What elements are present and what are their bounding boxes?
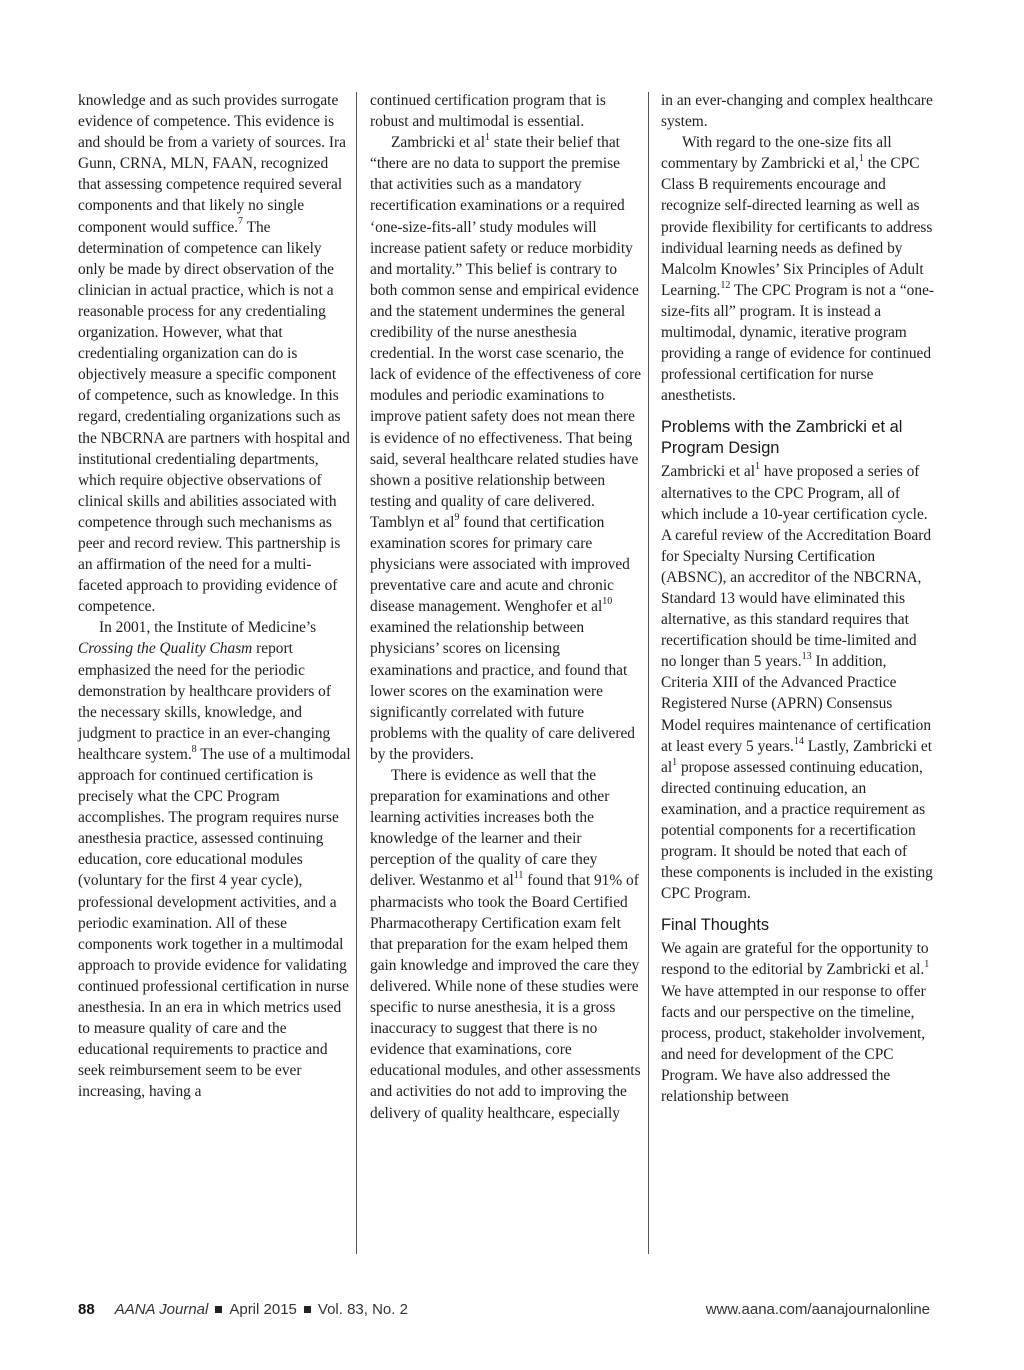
footer-website[interactable]: www.aana.com/aanajournalonline bbox=[705, 1301, 930, 1318]
reference-superscript: 12 bbox=[720, 279, 731, 291]
reference-superscript: 1 bbox=[485, 132, 491, 144]
square-bullet-icon bbox=[304, 1306, 311, 1313]
section-heading: Problems with the Zambricki et al Program Design bbox=[661, 418, 903, 458]
section-heading: Final Thoughts bbox=[661, 916, 770, 935]
volume-info: Vol. 83, No. 2 bbox=[317, 1301, 408, 1318]
paragraph: in an ever-changing and complex healthcare system. bbox=[661, 92, 933, 131]
column-3 bbox=[661, 90, 935, 1107]
reference-superscript: 13 bbox=[801, 651, 812, 663]
reference-superscript: 7 bbox=[238, 216, 244, 228]
reference-superscript: 10 bbox=[602, 596, 613, 608]
reference-superscript: 11 bbox=[513, 870, 524, 882]
reference-superscript: 1 bbox=[924, 959, 930, 971]
journal-name: AANA Journal bbox=[114, 1301, 209, 1318]
column-1 bbox=[78, 90, 352, 1103]
issue-date: April 2015 bbox=[229, 1301, 297, 1318]
paragraph: With regard to the one-size fits all commentary by Zambricki et al,$^1$ the CPC Class B requirements encourage and recognize self-directed learning as well as provide flexibility for certificants to address individual learning needs as defined by Malcolm Knowles’ Six Principles of Adult Learning.$^{12}$ The CPC Program is not a “one-size-fits all” program. It is instead a multimodal, dynamic, iterative program providing a range of evidence for continued professional certification for nurse anesthetists. bbox=[661, 134, 935, 405]
paragraph: knowledge and as such provides surrogate evidence of competence. This evidence is and should be from a variety of sources. Ira Gunn, CRNA, MLN, FAAN, recognized that assessing competence required several components and that likely no single component would suffice.$^7$ The determination of competence can likely only be made by direct observation of the clinician in actual practice, which is not a reasonable process for any credentialing organization. However, what that credentialing organization can do is objectively measure a specific component of competence, such as knowledge. In this regard, credentialing organizations such as the NBCRNA are partners with hospital and institutional credentialing departments, which require objective observations of clinical skills and abilities associated with competence through such mechanisms as peer and record review. This partnership is an affirmation of the need for a multi-faceted approach to providing evidence of competence. bbox=[78, 92, 350, 616]
paragraph: Zambricki et $al^1$ state their belief that “there are no data to support the premise that activities such as a mandatory recertification examinations or a required ‘one-size-fits-all’ study modules will increase patient safety or reduce morbidity and mortality.” This belief is contrary to both common sense and empirical evidence and the statement undermines the general credibility of the nurse anesthesia credential. In the worst case scenario, the lack of evidence of the effectiveness of core modules and periodic examinations to improve patient safety does not mean there is evidence of no effectiveness. That being said, several healthcare related studies have shown a positive relationship between testing and quality of care delivered. Tamblyn et $al^9$ found that certification examination scores for primary care physicians were associated with improved preventative care and acute and chronic disease management. Wenghofer et $al^{10}$ examined the relationship between physicians’ scores on licensing examinations and practice, and found that lower scores on the examination were significantly correlated with future problems with the quality of care delivered by the providers. bbox=[370, 132, 642, 763]
square-bullet-icon bbox=[215, 1306, 222, 1313]
paragraph: continued certification program that is robust and multimodal is essential. bbox=[370, 92, 606, 131]
paragraph: We again are grateful for the opportunity to respond to the editorial by Zambricki et al.$^1$ We have attempted in our response to offer facts and our perspective on the timeline, process, product, stakeholder involvement, and need for development of the CPC Program. We have also addressed the relationship between bbox=[661, 940, 930, 1106]
reference-superscript: 8 bbox=[191, 743, 197, 755]
paragraph: Zambricki et $al^1$ have proposed a series of alternatives to the CPC Program, all of which include a 10-year certification cycle. A careful review of the Accreditation Board for Specialty Nursing Certification (ABSNC), an accreditor of the NBCRNA, Standard 13 would have eliminated this alternative, as this standard requires that recertification should be time-limited and no longer than 5 years.$^{13}$ In addition, Criteria XIII of the Advanced Practice Registered Nurse (APRN) Consensus Model requires maintenance of certification at least every 5 years.$^{14}$ Lastly, Zambricki et $al^1$ propose assessed continuing education, directed continuing education, an examination, and a practice requirement as potential components for a recertification program. It should be noted that each of these components is included in the existing CPC Program. bbox=[661, 461, 933, 903]
column-divider bbox=[356, 92, 357, 1254]
reference-superscript: 1 bbox=[858, 153, 864, 165]
page-number: 88 bbox=[78, 1301, 95, 1318]
paragraph: There is evidence as well that the preparation for examinations and other learning activities increases both the knowledge of the learner and their perception of the quality of care they deliver. Westanmo et $al^{11}$ found that 91% of pharmacists who took the Board Certified Pharmacotherapy Certification exam felt that preparation for the exam helped them gain knowledge and improved the care they delivered. While none of these studies were specific to nurse anesthesia, it is a gross inaccuracy to suggest that there is no evidence that examinations, core educational modules, and other assessments and activities do not add to improving the delivery of quality healthcare, especially bbox=[370, 767, 641, 1122]
footer-citation bbox=[78, 1301, 408, 1318]
italic-title: Crossing the Quality Chasm bbox=[78, 640, 253, 658]
column-2 bbox=[370, 90, 644, 1124]
reference-superscript: 1 bbox=[755, 461, 761, 473]
paragraph: In 2001, the Institute of Medicine’s Crossing the Quality Chasm report emphasized the need for the periodic demonstration by healthcare providers of the necessary skills, knowledge, and judgment to practice in an ever-changing healthcare system.$^8$ The use of a multimodal approach for continued certification is precisely what the CPC Program accomplishes. The program requires nurse anesthesia practice, assessed continuing education, core educational modules (voluntary for the first 4 year cycle), professional development activities, and a periodic examination. All of these components work together in a multimodal approach to provide evidence for validating continued professional certification in nurse anesthesia. In an era in which metrics used to measure quality of care and the educational requirements to practice and seek reimbursement seem to be ever increasing, having a bbox=[78, 619, 351, 1101]
reference-superscript: 1 bbox=[672, 756, 678, 768]
reference-superscript: 9 bbox=[454, 511, 460, 523]
reference-superscript: 14 bbox=[793, 735, 804, 747]
column-divider bbox=[648, 92, 649, 1254]
